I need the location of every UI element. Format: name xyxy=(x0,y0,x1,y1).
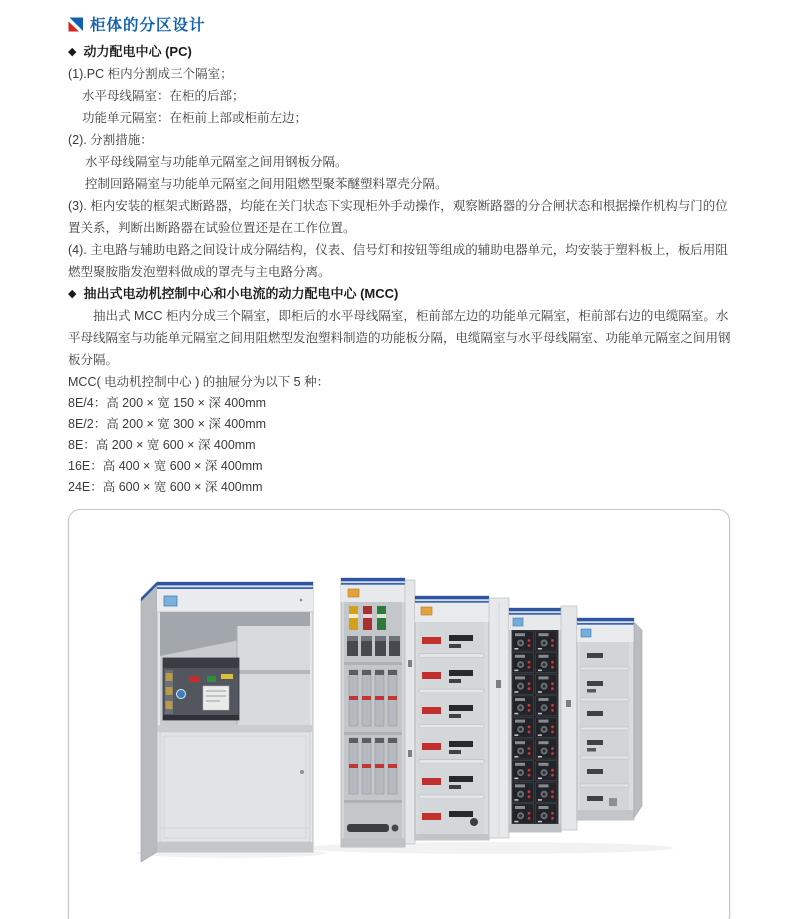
drawer-size-24e: 24E：高 600 × 宽 600 × 深 400mm xyxy=(68,480,263,494)
pc-cabinet xyxy=(141,582,313,862)
section-mcc-heading-row xyxy=(68,283,732,305)
mcc-function-unit-cabinet xyxy=(415,596,489,840)
mcc-drawer-intro: MCC( 电动机控制中心 ) 的抽屉分为以下 5 种： xyxy=(68,375,330,389)
pc-line-8: (4). 主电路与辅助电路之间设计成分隔结构，仪表、信号灯和按钮等组成的辅助电器单元，均安装于塑料板上，板后用阻燃型聚胺脂发泡塑料做成的罩壳与主电路分离。 xyxy=(68,243,728,279)
section-pc xyxy=(68,41,732,283)
drawer-size-8e4: 8E/4：高 200 × 宽 150 × 深 400mm xyxy=(68,396,267,410)
section-mcc-heading: 抽出式电动机控制中心和小电流的动力配电中心 (MCC) xyxy=(83,286,399,301)
diamond-bullet-icon: ◆ xyxy=(68,288,77,300)
cabinet-lineup-photo xyxy=(69,510,729,919)
label-sticker xyxy=(348,589,359,597)
drawer-size-8e: 8E：高 200 × 宽 600 × 深 400mm xyxy=(68,438,256,452)
air-circuit-breaker xyxy=(163,658,239,720)
shelf-compartments xyxy=(419,622,484,834)
pc-line-6: 控制回路隔室与功能单元隔室之间用阻燃型聚苯醚塑料罩壳分隔。 xyxy=(85,177,448,191)
pc-line-5: 水平母线隔室与功能单元隔室之间用钢板分隔。 xyxy=(85,155,348,169)
cabinet-photo-panel xyxy=(68,509,730,919)
content-column xyxy=(68,13,732,919)
pc-line-2: 水平母线隔室：在柜的后部； xyxy=(82,89,245,103)
section-mcc xyxy=(68,283,732,498)
frame-stile xyxy=(561,606,577,830)
drawer-size-8e2: 8E/2：高 200 × 宽 300 × 深 400mm xyxy=(68,417,267,431)
pc-line-4: (2). 分割措施： xyxy=(68,133,153,147)
mcc-paragraph: 抽出式 MCC 柜内分成三个隔室，即柜后的水平母线隔室，柜前部左边的功能单元隔室，柜前部右边的电缆隔室。水平母线隔室与功能单元隔室之间用阻燃型发泡塑料制造的功能板分隔，电缆隔室与水平母线隔室、功能单元隔室之间用钢板分隔。 xyxy=(68,309,731,367)
label-sticker xyxy=(581,629,591,637)
pc-line-3: 功能单元隔室：在柜前上部或柜前左边； xyxy=(82,111,308,125)
mcc-busbar-cabinet xyxy=(341,578,405,847)
section-pc-heading: 动力配电中心 (PC) xyxy=(83,44,192,59)
title-marker-icon xyxy=(68,17,83,32)
diamond-bullet-icon: ◆ xyxy=(68,46,77,58)
pc-line-1: (1).PC 柜内分割成三个隔室； xyxy=(68,67,233,81)
label-sticker xyxy=(164,596,177,606)
pc-line-7: (3). 柜内安装的框架式断路器，均能在关门状态下实现柜外手动操作，观察断路器的分合闸状态和根据操作机构与门的位置关系，判断出断路器在试验位置还是在工作位置。 xyxy=(68,199,728,235)
page-title: 柜体的分区设计 xyxy=(90,17,206,34)
mcc-drawer-cabinet xyxy=(509,608,561,832)
label-sticker xyxy=(421,607,432,615)
section-pc-heading-row xyxy=(68,41,732,63)
label-sticker xyxy=(513,618,523,626)
drawer-size-16e: 16E：高 400 × 宽 600 × 深 400mm xyxy=(68,459,263,473)
frame-stile xyxy=(405,580,415,844)
page-title-row xyxy=(68,13,732,35)
mcc-cable-compartment-cabinet xyxy=(577,618,642,820)
